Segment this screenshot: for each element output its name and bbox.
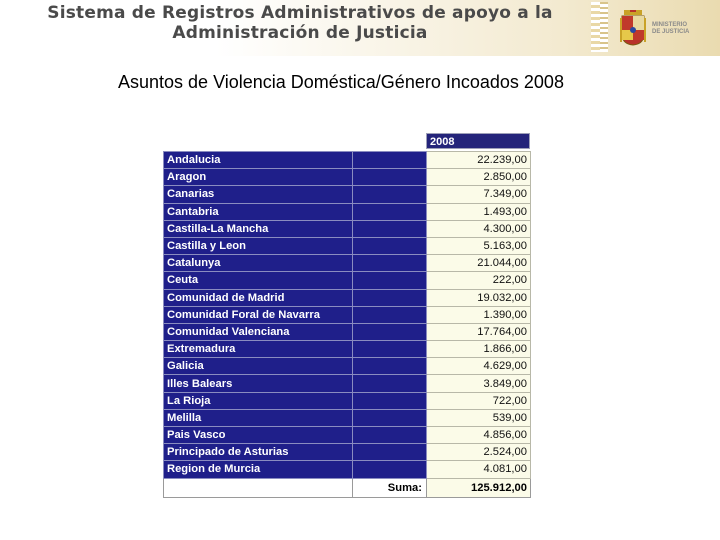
region-name-cell: Extremadura	[164, 341, 353, 358]
table-row	[164, 375, 531, 392]
region-blank-cell	[353, 169, 427, 186]
region-blank-cell	[353, 220, 427, 237]
region-blank-cell	[353, 152, 427, 169]
table-row	[164, 341, 531, 358]
region-name-cell: Ceuta	[164, 272, 353, 289]
table-row	[164, 289, 531, 306]
sum-row	[164, 478, 531, 497]
region-name-cell: Cantabria	[164, 203, 353, 220]
table-row	[164, 272, 531, 289]
page-title: Asuntos de Violencia Doméstica/Género Incoados 2008	[118, 72, 564, 92]
year-column-header: 2008	[426, 133, 530, 149]
value-cell: 5.163,00	[427, 237, 531, 254]
ministry-name-line-2: DE JUSTICIA	[652, 29, 690, 35]
region-blank-cell	[353, 409, 427, 426]
sum-value: 125.912,00	[427, 478, 531, 497]
region-blank-cell	[353, 306, 427, 323]
table-row	[164, 237, 531, 254]
table-row	[164, 255, 531, 272]
value-cell: 19.032,00	[427, 289, 531, 306]
value-cell: 4.629,00	[427, 358, 531, 375]
region-blank-cell	[353, 203, 427, 220]
value-cell: 17.764,00	[427, 323, 531, 340]
region-name-cell: Castilla-La Mancha	[164, 220, 353, 237]
table-row	[164, 427, 531, 444]
region-blank-cell	[353, 255, 427, 272]
table-row	[164, 169, 531, 186]
value-cell: 21.044,00	[427, 255, 531, 272]
value-cell: 2.850,00	[427, 169, 531, 186]
coat-of-arms-icon	[620, 10, 646, 46]
value-cell: 4.081,00	[427, 461, 531, 478]
region-name-cell: Comunidad Valenciana	[164, 323, 353, 340]
value-cell: 4.856,00	[427, 427, 531, 444]
table-row	[164, 358, 531, 375]
region-blank-cell	[353, 289, 427, 306]
region-name-cell: Pais Vasco	[164, 427, 353, 444]
region-name-cell: Comunidad Foral de Navarra	[164, 306, 353, 323]
region-name-cell: Comunidad de Madrid	[164, 289, 353, 306]
region-blank-cell	[353, 392, 427, 409]
header-title-line-1: Sistema de Registros Administrativos de apoyo a la	[47, 3, 553, 23]
region-name-cell: Castilla y Leon	[164, 237, 353, 254]
region-blank-cell	[353, 444, 427, 461]
value-cell: 1.390,00	[427, 306, 531, 323]
region-blank-cell	[353, 461, 427, 478]
header-banner	[0, 0, 720, 56]
decorative-stripe	[600, 2, 608, 52]
region-name-cell: Catalunya	[164, 255, 353, 272]
table-row	[164, 409, 531, 426]
value-cell: 222,00	[427, 272, 531, 289]
ministry-name	[652, 22, 716, 36]
region-blank-cell	[353, 358, 427, 375]
region-blank-cell	[353, 375, 427, 392]
ministry-name-line-1: MINISTERIO	[652, 22, 688, 28]
region-name-cell: Andalucia	[164, 152, 353, 169]
value-cell: 1.493,00	[427, 203, 531, 220]
region-name-cell: Canarias	[164, 186, 353, 203]
value-cell: 3.849,00	[427, 375, 531, 392]
region-table	[163, 151, 531, 498]
table-row	[164, 392, 531, 409]
region-name-cell: Melilla	[164, 409, 353, 426]
table-row	[164, 152, 531, 169]
region-name-cell: Principado de Asturias	[164, 444, 353, 461]
region-name-cell: Illes Balears	[164, 375, 353, 392]
region-blank-cell	[353, 427, 427, 444]
sum-blank-cell	[164, 478, 353, 497]
region-blank-cell	[353, 272, 427, 289]
table-row	[164, 444, 531, 461]
region-blank-cell	[353, 237, 427, 254]
region-name-cell: Galicia	[164, 358, 353, 375]
table-row	[164, 186, 531, 203]
value-cell: 4.300,00	[427, 220, 531, 237]
value-cell: 22.239,00	[427, 152, 531, 169]
ministry-logo	[614, 4, 718, 52]
value-cell: 539,00	[427, 409, 531, 426]
region-blank-cell	[353, 341, 427, 358]
region-name-cell: La Rioja	[164, 392, 353, 409]
table-row	[164, 220, 531, 237]
value-cell: 1.866,00	[427, 341, 531, 358]
region-blank-cell	[353, 186, 427, 203]
sum-label: Suma:	[353, 478, 427, 497]
header-title	[0, 3, 600, 43]
region-name-cell: Region de Murcia	[164, 461, 353, 478]
region-blank-cell	[353, 323, 427, 340]
header-title-line-2: Administración de Justicia	[172, 23, 428, 43]
value-cell: 2.524,00	[427, 444, 531, 461]
value-cell: 7.349,00	[427, 186, 531, 203]
table-row	[164, 306, 531, 323]
table-row	[164, 461, 531, 478]
table-row	[164, 203, 531, 220]
table-row	[164, 323, 531, 340]
value-cell: 722,00	[427, 392, 531, 409]
region-name-cell: Aragon	[164, 169, 353, 186]
